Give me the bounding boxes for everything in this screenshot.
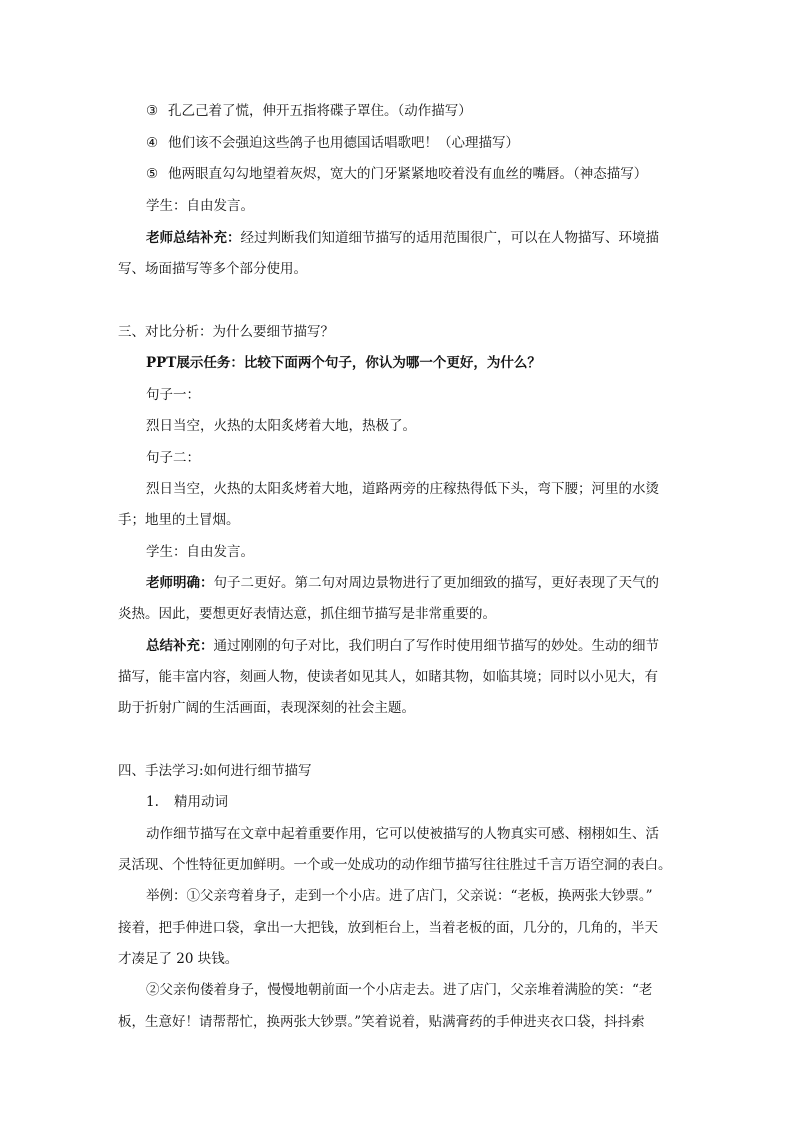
example-marker: ③ — [146, 103, 159, 119]
example-text: 他们该不会强迫这些鸽子也用德国话唱歌吧！（心理描写） — [168, 135, 519, 151]
example-text: 孔乙己着了慌，伸开五指将碟子罩住。（动作描写） — [168, 103, 472, 119]
example-5 — [146, 164, 647, 184]
student-response: 学生：自由发言。 — [146, 198, 254, 214]
summary-line1 — [146, 636, 659, 656]
teacher-clarify-text: 句子二更好。第二句对周边景物进行了更加细致的描写，更好表现了天气的 — [213, 575, 659, 591]
example-marker: ⑤ — [146, 166, 159, 182]
teacher-summary-line1 — [146, 228, 659, 248]
paragraph-1-line1: 动作细节描写在文章中起着重要作用，它可以使被描写的人物真实可感、栩栩如生、活 — [146, 826, 659, 842]
sentence-2-line2: 手；地里的土冒烟。 — [118, 512, 240, 528]
example-1-line3: 才凑足了 20 块钱。 — [118, 951, 239, 967]
summary-line2: 描写，能丰富内容，刻画人物，使读者如见其人，如睹其物，如临其境；同时以小见大，有 — [118, 669, 658, 685]
example-2-line2: 板，生意好！请帮帮忙，换两张大钞票。”笑着说着，贴满膏药的手伸进夹衣口袋，抖抖索 — [118, 1014, 645, 1030]
summary-line3: 助于折射广阔的生活画面，表现深刻的社会主题。 — [118, 700, 415, 716]
example-4 — [146, 133, 519, 153]
teacher-clarify-line1 — [146, 573, 659, 593]
teacher-clarify-label: 老师明确： — [146, 575, 214, 591]
example-2-line1: ②父亲佝偻着身子，慢慢地朝前面一个小店走去。进了店门，父亲堆着满脸的笑：“老 — [146, 982, 653, 998]
list-item-1 — [146, 792, 228, 812]
sentence-1-label: 句子一： — [146, 387, 200, 403]
list-item-number: 1. — [146, 794, 159, 810]
example-marker: ④ — [146, 135, 159, 151]
section-3-heading: 三、对比分析：为什么要细节描写？ — [118, 324, 334, 340]
example-1-line1: 举例：①父亲弯着身子，走到一个小店。进了店门，父亲说：“老板，换两张大钞票。” — [146, 888, 653, 904]
summary-text: 通过刚刚的句子对比，我们明白了写作时使用细节描写的妙处。生动的细节 — [213, 638, 659, 654]
example-3 — [146, 101, 472, 121]
teacher-summary-text: 经过判断我们知道细节描写的适用范围很广，可以在人物描写、环境描 — [240, 230, 659, 246]
example-text: 他两眼直勾勾地望着灰烬，宽大的门牙紧紧地咬着没有血丝的嘴唇。（神态描写） — [168, 166, 648, 182]
sentence-2-line1: 烈日当空，火热的太阳炙烤着大地，道路两旁的庄稼热得低下头，弯下腰；河里的水烫 — [146, 481, 659, 497]
sentence-1-text: 烈日当空，火热的太阳炙烤着大地，热极了。 — [146, 418, 416, 434]
example-1-line2: 接着，把手伸进口袋，拿出一大把钱，放到柜台上，当着老板的面，几分的，几角的，半天 — [118, 920, 658, 936]
section-4-heading: 四、手法学习:如何进行细节描写 — [118, 763, 312, 779]
ppt-task: PPT展示任务：比较下面两个句子，你认为哪一个更好，为什么？ — [146, 355, 541, 371]
paragraph-1-line2: 灵活现、个性特征更加鲜明。一个或一处成功的动作细节描写往往胜过千言万语空洞的表白。 — [118, 857, 672, 873]
teacher-clarify-line2: 炎热。因此，要想更好表情达意，抓住细节描写是非常重要的。 — [118, 606, 496, 622]
sentence-2-label: 句子二： — [146, 450, 200, 466]
student-response-2: 学生：自由发言。 — [146, 544, 254, 560]
list-item-title: 精用动词 — [174, 794, 228, 810]
teacher-summary-line2: 写、场面描写等多个部分使用。 — [118, 261, 307, 277]
summary-label: 总结补充： — [146, 638, 214, 654]
teacher-summary-label: 老师总结补充： — [146, 230, 241, 246]
